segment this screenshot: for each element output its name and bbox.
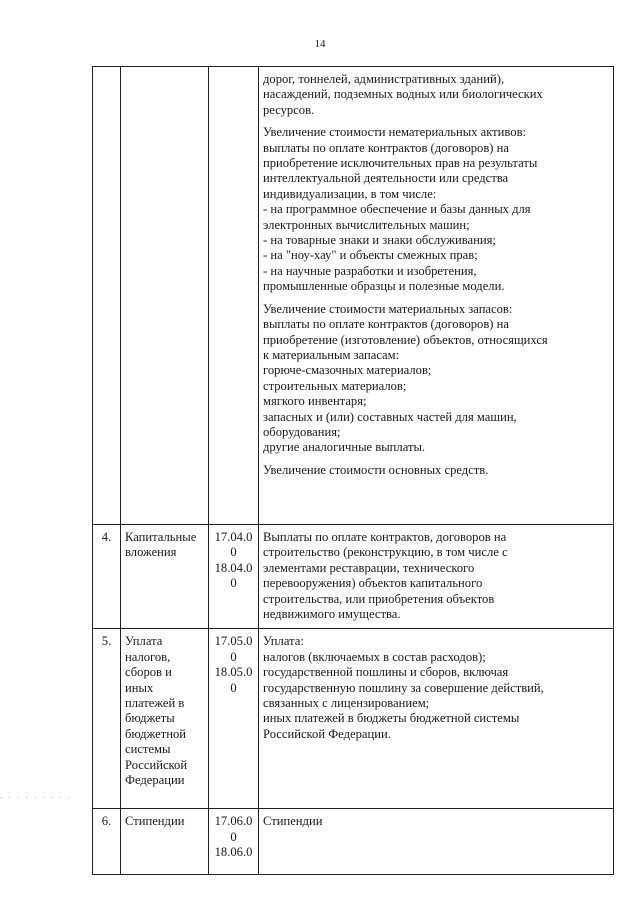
description-line: насаждений, подземных водных или биологических <box>263 87 543 102</box>
description-line: налогов (включаемых в состав расходов); <box>263 649 486 664</box>
row-name-line: иных <box>125 680 154 695</box>
description-line: элементами реставрации, технического <box>263 560 475 575</box>
description-line: связанных с лицензированием; <box>263 696 430 711</box>
description-line: запасных и (или) составных частей для машин, <box>263 409 517 424</box>
row-name-line: бюджетной <box>125 726 186 741</box>
row-code-cell <box>209 809 259 875</box>
row-code-line: 18.05.0 <box>214 665 253 680</box>
row-code-line: 0 <box>230 829 237 844</box>
row-description-cell <box>259 629 614 809</box>
table-row <box>93 809 614 875</box>
row-number-cell <box>93 67 121 525</box>
description-line: строительства, или приобретения объектов <box>263 591 495 606</box>
description-line: Выплаты по оплате контрактов, договоров на <box>263 530 507 544</box>
description-line: электронных вычислительных машин; <box>263 217 470 232</box>
description-line: ресурсов. <box>263 102 315 117</box>
row-code-line: 17.05.0 <box>214 634 253 649</box>
row-code-line: 0 <box>230 576 237 591</box>
description-paragraph <box>263 634 609 742</box>
description-paragraph <box>263 302 609 456</box>
table-row <box>93 629 614 809</box>
description-line: мягкого инвентаря; <box>263 394 367 409</box>
description-paragraph <box>263 530 609 622</box>
row-number-cell: 6. <box>93 809 121 875</box>
row-code-line: 0 <box>230 680 237 695</box>
description-line: перевооружения) объектов капитального <box>263 576 483 591</box>
row-number-cell: 5. <box>93 629 121 809</box>
description-paragraph <box>263 463 609 478</box>
row-code-line: 17.06.0 <box>214 814 253 829</box>
description-line: Увеличение стоимости материальных запасов: <box>263 301 513 316</box>
row-code-line: 18.04.0 <box>214 560 253 575</box>
page-number: 14 <box>314 38 326 50</box>
row-number-cell: 4. <box>93 525 121 629</box>
description-line: Стипендии <box>263 814 323 829</box>
description-line: приобретение исключительных прав на результаты <box>263 156 538 171</box>
row-name-line: Федерации <box>125 773 185 788</box>
row-description-cell <box>259 809 614 875</box>
description-paragraph <box>263 72 609 118</box>
description-line: выплаты по оплате контрактов (договоров) на <box>263 317 509 332</box>
description-line: интеллектуальной деятельности или средства <box>263 171 509 186</box>
row-description-cell <box>259 67 614 525</box>
row-name-line: Капитальные <box>125 530 197 544</box>
description-line: дорог, тоннелей, административных зданий), <box>263 72 505 86</box>
description-line: промышленные образцы и полезные модели. <box>263 279 505 294</box>
row-code-cell <box>209 629 259 809</box>
description-line: - на научные разработки и изобретения, <box>263 263 477 278</box>
row-name-line: платежей в <box>125 696 185 711</box>
row-code-line: 0 <box>230 649 237 664</box>
row-name-line: налогов, <box>125 649 171 664</box>
row-code-line: 0 <box>230 545 237 560</box>
row-name-cell <box>121 809 209 875</box>
table-row <box>93 67 614 525</box>
table-row <box>93 525 614 629</box>
description-line: приобретение (изготовление) объектов, относящихся <box>263 332 548 347</box>
description-line: оборудования; <box>263 424 341 439</box>
row-name-line: Российской <box>125 757 188 772</box>
description-line: выплаты по оплате контрактов (договоров) на <box>263 140 509 155</box>
row-name-cell <box>121 629 209 809</box>
row-name-line: вложения <box>125 545 177 560</box>
description-line: к материальным запасам: <box>263 347 400 362</box>
row-name-line: бюджеты <box>125 711 175 726</box>
row-name-line: сборов и <box>125 665 172 680</box>
description-line: Увеличение стоимости основных средств. <box>263 462 489 477</box>
description-line: индивидуализации, в том числе: <box>263 186 437 201</box>
row-name-line: системы <box>125 742 171 757</box>
description-line: другие аналогичные выплаты. <box>263 440 426 455</box>
description-paragraph <box>263 814 609 829</box>
description-line: - на товарные знаки и знаки обслуживания; <box>263 233 496 248</box>
row-code-line: 17.04.0 <box>214 530 253 544</box>
row-code-cell <box>209 525 259 629</box>
description-line: - на программное обеспечение и базы данных для <box>263 202 531 217</box>
description-line: горюче-смазочных материалов; <box>263 363 432 378</box>
expenditure-table <box>92 66 614 875</box>
description-line: Уплата: <box>263 634 304 649</box>
table-body <box>93 67 614 875</box>
description-line: Увеличение стоимости нематериальных активов: <box>263 125 527 140</box>
description-line: государственную пошлину за совершение действий, <box>263 680 544 695</box>
description-line: строительство (реконструкцию, в том числе с <box>263 545 508 560</box>
description-line: государственной пошлины и сборов, включая <box>263 665 509 680</box>
row-description-cell <box>259 525 614 629</box>
description-line: иных платежей в бюджеты бюджетной системы <box>263 711 520 726</box>
description-line: - на "ноу-хау" и объекты смежных прав; <box>263 248 478 263</box>
row-name-line: Стипендии <box>125 814 185 829</box>
row-code-line: 18.06.0 <box>214 845 253 860</box>
description-line: строительных материалов; <box>263 378 407 393</box>
description-paragraph <box>263 125 609 294</box>
scan-gutter-marks: . . . . . . . . . <box>0 790 73 800</box>
description-line: недвижимого имущества. <box>263 607 401 622</box>
row-name-cell <box>121 67 209 525</box>
row-code-cell <box>209 67 259 525</box>
row-name-cell <box>121 525 209 629</box>
description-line: Российской Федерации. <box>263 726 391 741</box>
row-name-line: Уплата <box>125 634 163 649</box>
